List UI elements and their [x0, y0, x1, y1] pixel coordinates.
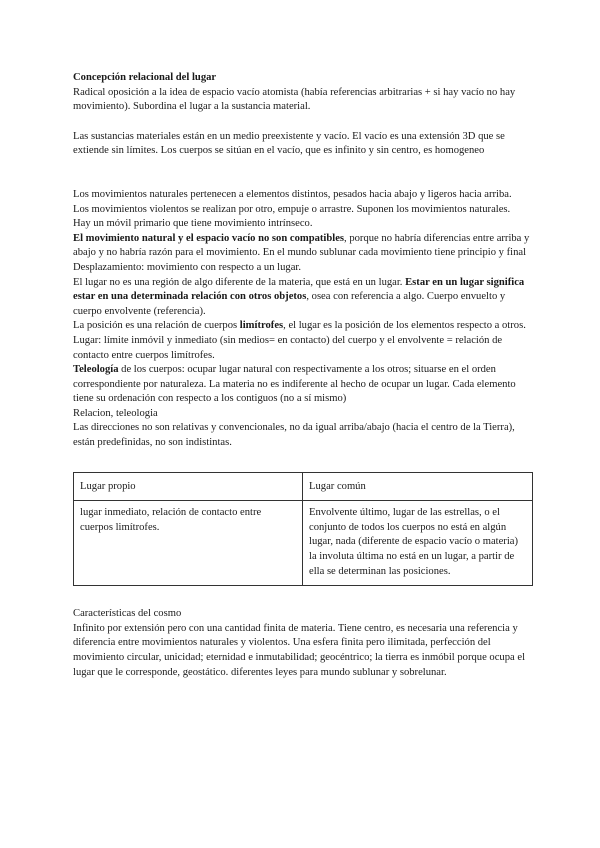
paragraph-desplazamiento: Desplazamiento: movimiento con respecto a un lugar. — [73, 261, 301, 273]
lugar-table — [73, 472, 533, 587]
section-title: Concepción relacional del lugar — [73, 72, 217, 83]
paragraph-relacion: Relacion, teleologia — [73, 407, 158, 419]
paragraph-compatibilidad: El movimiento natural y el espacio vacío no son compatibles, porque no habría diferencias entre arriba y abajo y no habría razón para el movimiento. En el mundo sublunar cada movimiento tiene principio y final — [73, 232, 530, 259]
table-cell: lugar inmediato, relación de contacto entre cuerpos limítrofes. — [74, 501, 303, 586]
table-cell: Envolvente último, lugar de las estrellas, o el conjunto de todos los cuerpos no está en algún lugar, nada (diferente de espacio vacío o materia) la involuta última no está en un lugar, a partir de ella se determinan las posiciones. — [303, 501, 533, 586]
paragraph-intro: Radical oposición a la idea de espacio vacío atomista (había referencias arbitrarias + si hay vacío no hay movimiento). Subordina el lugar a la sustancia material. — [73, 86, 516, 113]
paragraph-sustancias: Las sustancias materiales están en un medio preexistente y vacío. El vacío es una extensión 3D que se extiende sin límites. Los cuerpos se sitúan en el vacío, que es infinito y sin centro, es homogeneo — [73, 130, 505, 157]
paragraph-lugar: El lugar no es una región de algo diferente de la materia, que está en un lugar. Estar en un lugar significa estar en una determinada relación con otros objetos, osea con referencia a algo. Cuerpo envuelto y cuerpo envolvente (referencia). — [73, 276, 525, 317]
paragraph-posicion: La posición es una relación de cuerpos limítrofes, el lugar es la posición de los elementos respecto a otros. — [73, 320, 526, 332]
paragraph-caracteristicas: Infinito por extensión pero con una cantidad finita de materia. Tiene centro, es necesaria una referencia y diferencia entre movimientos naturales y violentos. Una esfera finita pero ilimitada, perfección del movimiento circular, unicidad; eternidad e inmutabilidad; geocéntrico; la tierra es inmóbil porque ocupa el lugar que le corresponde, geostático. diferentes leyes para mundo sublunar y sobrelunar. — [73, 622, 526, 678]
paragraph-direcciones: Las direcciones no son relativas y convencionales, no da igual arriba/abajo (hacia el centro de la Tierra), están predefinidas, no son indistintas. — [73, 422, 515, 449]
table-row — [74, 501, 533, 586]
paragraph-movil-primario: Hay un móvil primario que tiene movimiento intrínseco. — [73, 218, 313, 230]
paragraph-movimientos-naturales: Los movimientos naturales pertenecen a elementos distintos, pesados hacia abajo y ligeros hacia arriba. — [73, 188, 512, 200]
table-header-row — [74, 472, 533, 501]
paragraph-limite: Lugar: límite inmóvil y inmediato (sin medios= en contacto) del cuerpo y el envolvente = relación de contacto entre cuerpos limítrofes. — [73, 334, 503, 361]
table-header-cell: Lugar propio — [74, 472, 303, 501]
document-body — [73, 71, 533, 680]
paragraph-teleologia: Teleología de los cuerpos: ocupar lugar natural con respectivamente a los otros; situarse en el orden correspondiente por naturaleza. La materia no es indiferente al hecho de ocupar un lugar. Cada elemento tiene su ordenación con respecto a los contiguos (no a sí mismo) — [73, 364, 516, 405]
paragraph-movimientos-violentos: Los movimientos violentos se realizan por otro, empuje o arrastre. Suponen los movimientos naturales. — [73, 203, 511, 215]
table-header-cell: Lugar común — [303, 472, 533, 501]
paragraph-caracteristicas-heading: Características del cosmo — [73, 608, 182, 620]
